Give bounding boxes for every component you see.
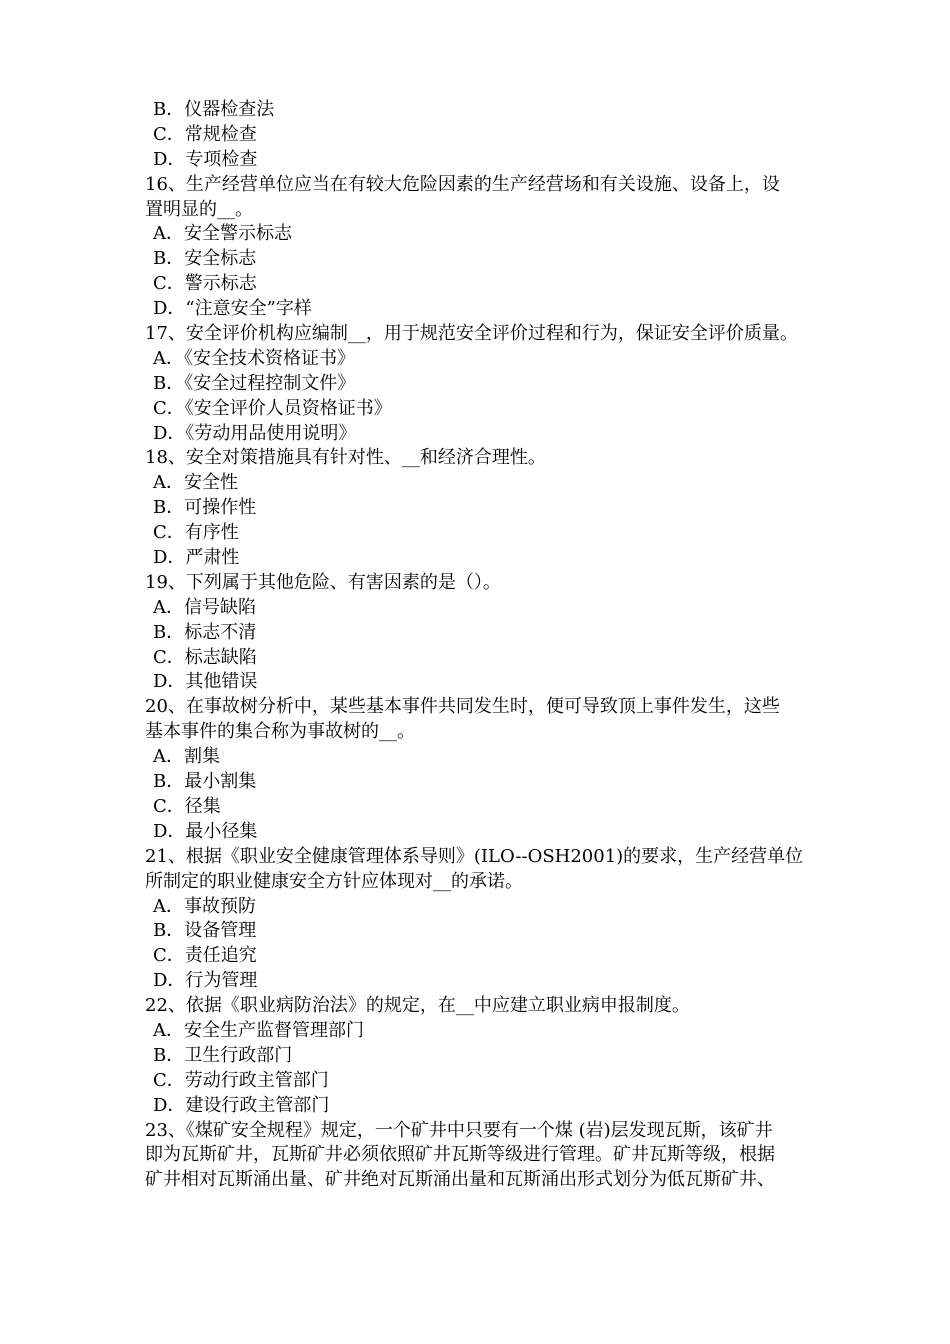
question-text-line: 22、依据《职业病防治法》的规定，在__中应建立职业病申报制度。 bbox=[145, 995, 690, 1017]
document-body bbox=[145, 98, 817, 1193]
question-text-line: 所制定的职业健康安全方针应体现对__的承诺。 bbox=[145, 870, 523, 892]
answer-option-line: C．标志缺陷 bbox=[153, 646, 257, 668]
answer-option-line: C．径集 bbox=[153, 795, 221, 817]
answer-option-line: C．有序性 bbox=[153, 522, 239, 544]
question-text-line: 基本事件的集合称为事故树的__。 bbox=[145, 721, 415, 743]
answer-option-line: B．安全标志 bbox=[153, 248, 257, 270]
answer-option-line: C．《安全评价人员资格证书》 bbox=[153, 397, 392, 419]
answer-option-line: D．其他错误 bbox=[153, 671, 258, 693]
answer-option-line: B．标志不清 bbox=[153, 621, 257, 643]
answer-option-line: B．最小割集 bbox=[153, 771, 257, 793]
answer-option-line: D．“注意安全”字样 bbox=[153, 298, 312, 320]
answer-option-line: B．《安全过程控制文件》 bbox=[153, 372, 356, 394]
answer-option-line: C．劳动行政主管部门 bbox=[153, 1069, 329, 1091]
question-text-line: 16、生产经营单位应当在有较大危险因素的生产经营场和有关设施、设备上，设 bbox=[145, 173, 780, 195]
answer-option-line: B．设备管理 bbox=[153, 920, 257, 942]
question-text-line: 23、《煤矿安全规程》规定，一个矿井中只要有一个煤 (岩)层发现瓦斯，该矿井 bbox=[145, 1119, 773, 1141]
answer-option-line: A．安全性 bbox=[153, 472, 238, 494]
question-text-line: 即为瓦斯矿井，瓦斯矿井必须依照矿井瓦斯等级进行管理。矿井瓦斯等级，根据 bbox=[145, 1144, 775, 1166]
answer-option-line: A．安全警示标志 bbox=[153, 223, 292, 245]
question-text-line: 置明显的__。 bbox=[145, 198, 253, 220]
answer-option-line: D．最小径集 bbox=[153, 820, 258, 842]
answer-option-line: D．行为管理 bbox=[153, 970, 258, 992]
answer-option-line: D．建设行政主管部门 bbox=[153, 1094, 330, 1116]
answer-option-line: B．仪器检查法 bbox=[153, 99, 275, 120]
question-text-line: 矿井相对瓦斯涌出量、矿井绝对瓦斯涌出量和瓦斯涌出形式划分为低瓦斯矿井、 bbox=[145, 1169, 775, 1191]
answer-option-line: B．卫生行政部门 bbox=[153, 1044, 293, 1066]
question-text-line: 21、根据《职业安全健康管理体系导则》(ILO--OSH2001)的要求，生产经营单位 bbox=[145, 845, 804, 867]
answer-option-line: A．信号缺陷 bbox=[153, 596, 256, 618]
answer-option-line: D．专项检查 bbox=[153, 148, 258, 170]
question-text-line: 20、在事故树分析中，某些基本事件共同发生时，便可导致顶上事件发生，这些 bbox=[145, 696, 780, 718]
answer-option-line: A．割集 bbox=[153, 746, 220, 768]
question-text-line: 17、安全评价机构应编制__，用于规范安全评价过程和行为，保证安全评价质量。 bbox=[145, 323, 798, 345]
answer-option-line: A．事故预防 bbox=[153, 895, 256, 917]
answer-option-line: C．常规检查 bbox=[153, 123, 257, 145]
answer-option-line: C．责任追究 bbox=[153, 945, 257, 967]
answer-option-line: D．《劳动用品使用说明》 bbox=[153, 422, 357, 444]
question-text-line: 18、安全对策措施具有针对性、__和经济合理性。 bbox=[145, 447, 546, 469]
question-text-line: 19、下列属于其他危险、有害因素的是（）。 bbox=[145, 571, 501, 593]
answer-option-line: A．《安全技术资格证书》 bbox=[153, 347, 355, 369]
answer-option-line: D．严肃性 bbox=[153, 547, 240, 569]
answer-option-line: C．警示标志 bbox=[153, 273, 257, 295]
answer-option-line: B．可操作性 bbox=[153, 497, 257, 519]
answer-option-line: A．安全生产监督管理部门 bbox=[153, 1019, 364, 1041]
